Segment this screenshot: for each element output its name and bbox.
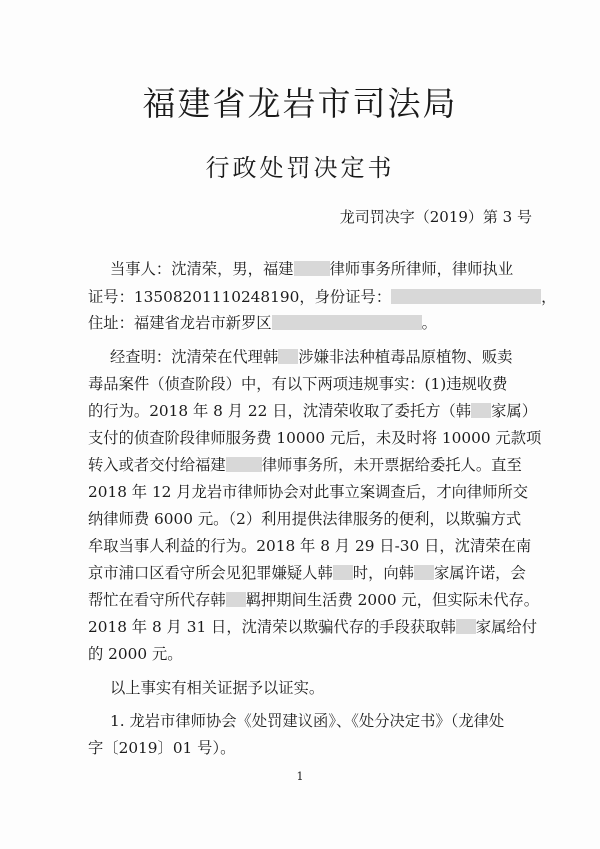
redaction-box — [391, 289, 541, 304]
evidence-item-1-line-1: 1. 龙岩市律师协会《处罚建议函》、《处分决定书》（龙律处 — [110, 712, 505, 730]
redaction-box — [226, 457, 262, 472]
facts-line-4: 支付的侦查阶段律师服务费 10000 元后，未及时将 10000 元款项 — [88, 429, 542, 447]
facts-line-6: 2018 年 12 月龙岩市律师协会对此事立案调查后，才向律师所交 — [88, 483, 529, 501]
facts-line-10: 帮忙在看守所代存韩 羁押期间生活费 2000 元，但实际未代存。 — [88, 591, 540, 609]
facts-line-12: 的 2000 元。 — [88, 645, 183, 663]
redaction-box — [471, 403, 491, 418]
redaction-box — [333, 565, 353, 580]
redaction-box — [272, 315, 422, 330]
facts-line-7: 纳律师费 6000 元。（2）利用提供法律服务的便利，以欺骗方式 — [88, 510, 522, 528]
redaction-box — [226, 592, 246, 607]
facts-line-11: 2018 年 8 月 31 日，沈清荣以欺骗代存的手段获取韩 家属给付 — [88, 618, 537, 636]
document-subtitle: 行政处罚决定书 — [205, 154, 395, 182]
evidence-intro: 以上事实有相关证据予以证实。 — [110, 679, 325, 697]
document-title: 福建省龙岩市司法局 — [142, 84, 458, 123]
facts-line-5: 转入或者交付给福建 律师事务所，未开票据给委托人。直至 — [88, 456, 522, 474]
party-line-1: 当事人：沈清荣，男，福建 律师事务所律师，律师执业 — [110, 260, 514, 278]
facts-line-3: 的行为。2018 年 8 月 22 日，沈清荣收取了委托方（韩 家属） — [88, 402, 537, 420]
redaction-box — [294, 261, 330, 276]
party-line-2: 证号：13508201110248190，身份证号： ， — [88, 288, 557, 306]
page-number: 1 — [296, 770, 304, 783]
document-number: 龙司罚决字（2019）第 3 号 — [339, 208, 532, 226]
redaction-box — [278, 349, 298, 364]
facts-line-9: 京市浦口区看守所会见犯罪嫌疑人韩 时，向韩 家属许诺，会 — [88, 564, 526, 582]
redaction-box — [456, 619, 476, 634]
facts-line-2: 毒品案件（侦查阶段）中，有以下两项违规事实：(1)违规收费 — [88, 375, 508, 393]
party-line-3: 住址：福建省龙岩市新罗区 。 — [88, 314, 437, 332]
facts-line-8: 牟取当事人利益的行为。2018 年 8 月 29 日-30 日，沈清荣在南 — [88, 537, 532, 555]
redaction-box — [414, 565, 434, 580]
facts-line-1: 经查明：沈清荣在代理韩 涉嫌非法种植毒品原植物、贩卖 — [110, 348, 513, 366]
evidence-item-1-line-2: 字〔2019〕01 号）。 — [88, 739, 236, 757]
